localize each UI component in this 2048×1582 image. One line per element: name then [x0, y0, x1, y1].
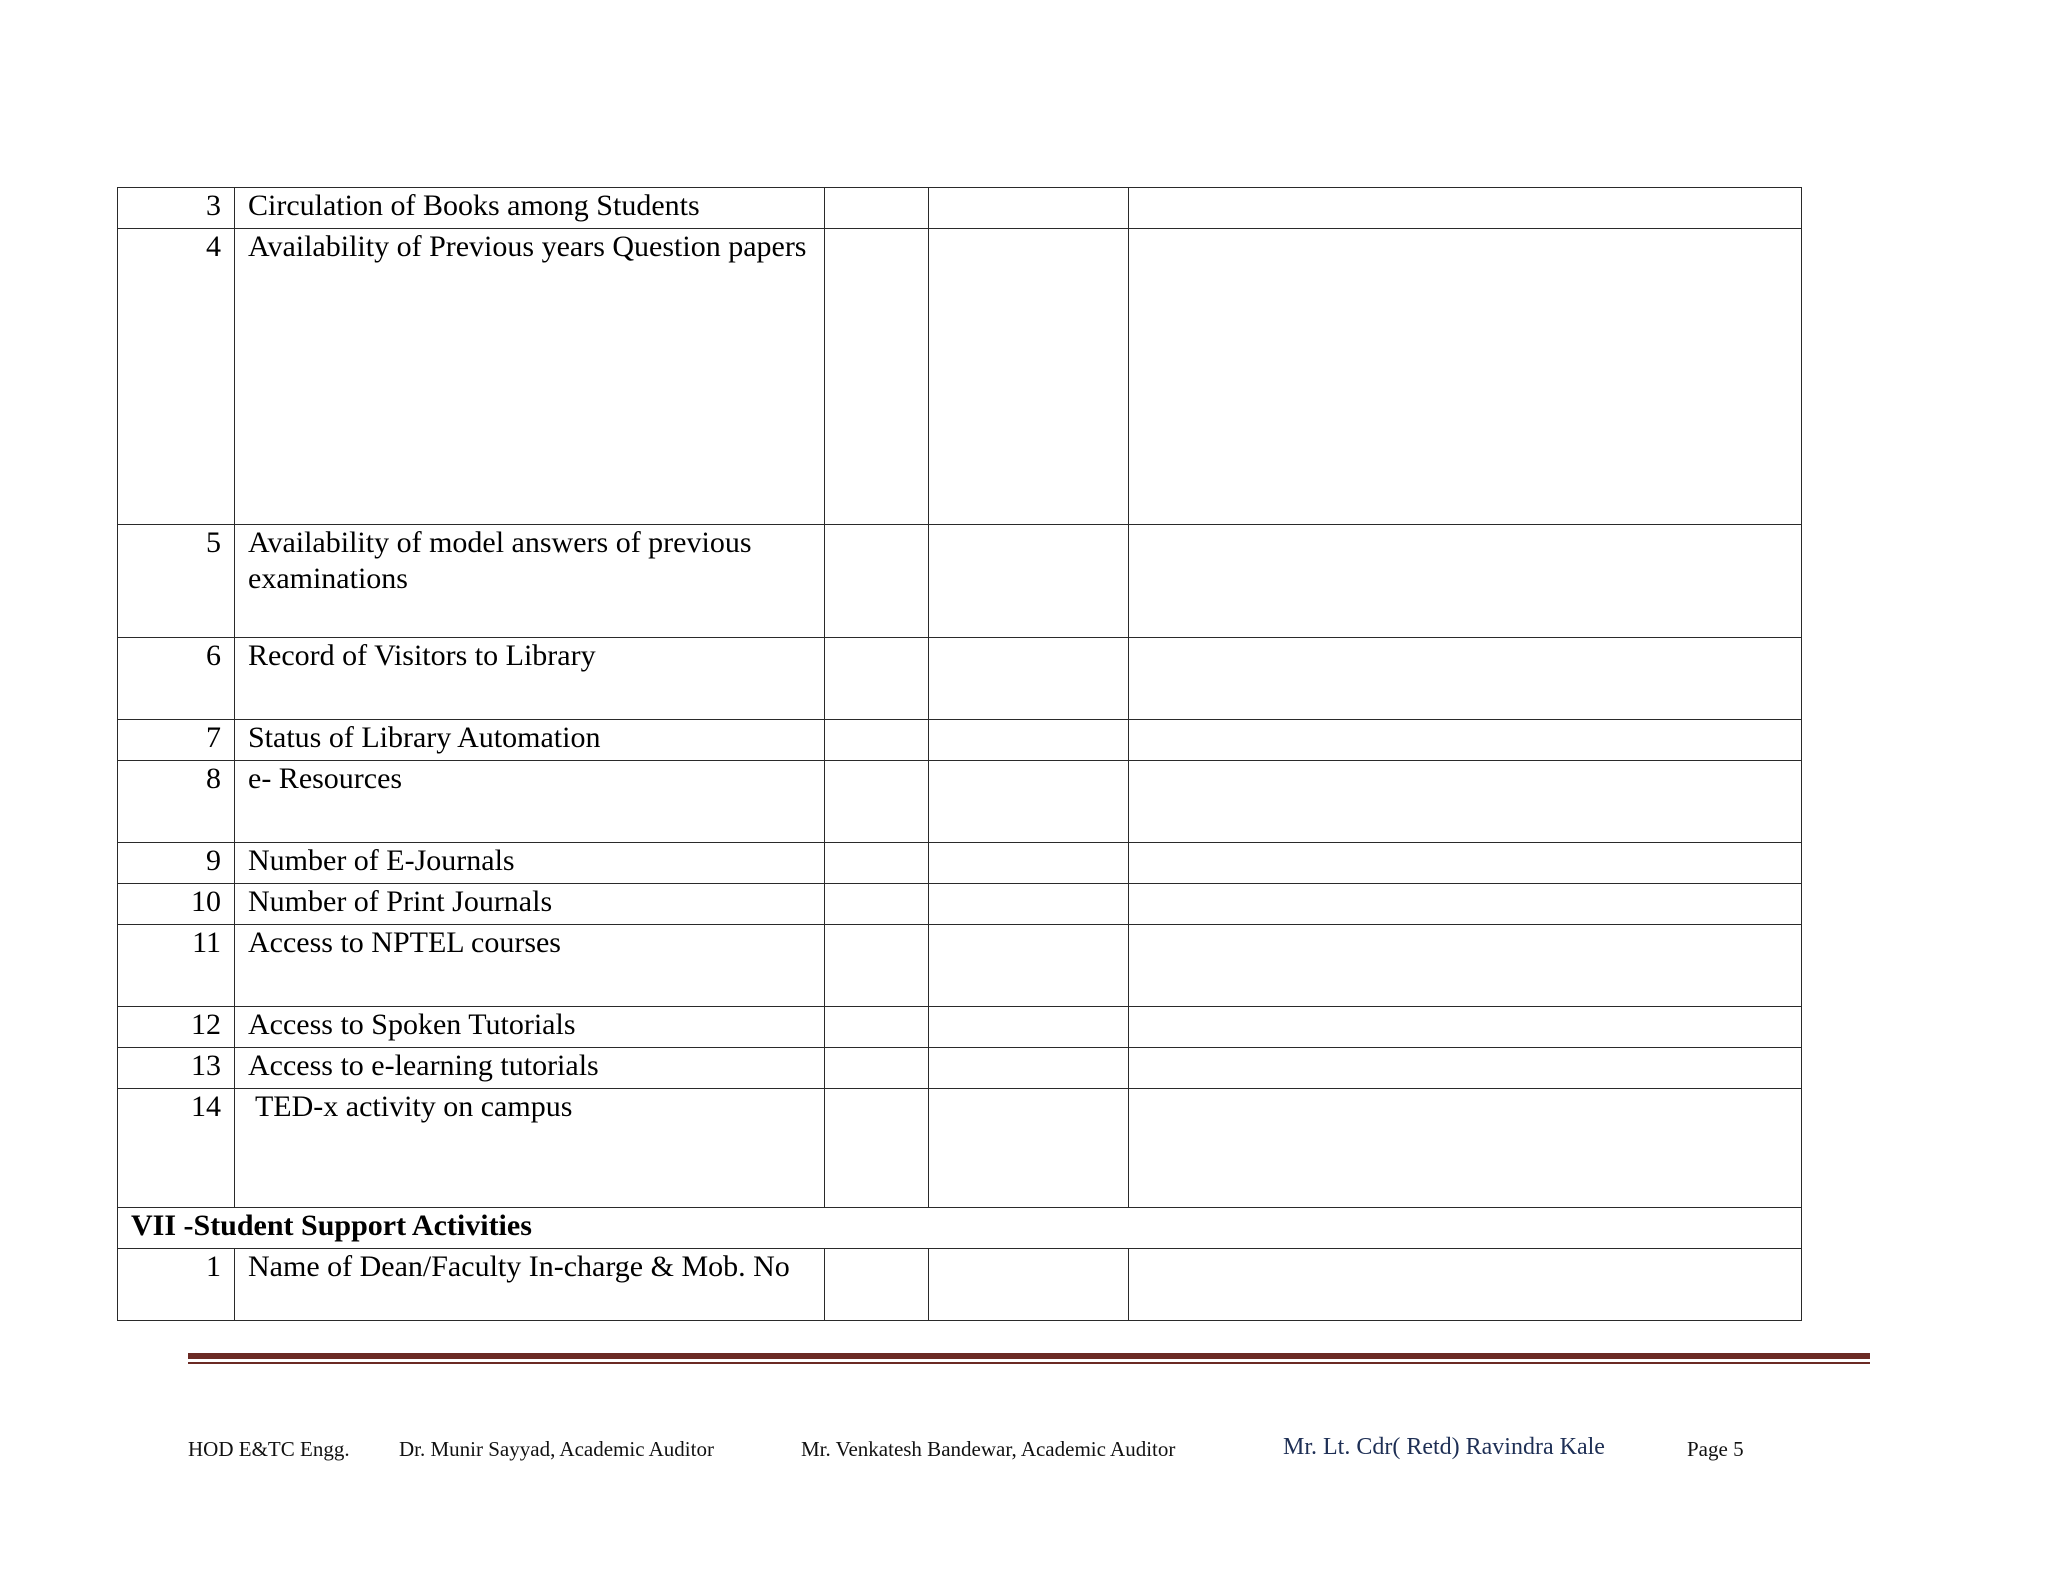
row-cell — [929, 638, 1129, 720]
row-remarks-cell — [1129, 1048, 1802, 1089]
footer-hod: HOD E&TC Engg. — [188, 1437, 350, 1461]
row-number: 10 — [118, 884, 235, 925]
footer-divider-thick — [188, 1353, 1870, 1359]
row-cell — [825, 1048, 929, 1089]
row-remarks-cell — [1129, 761, 1802, 843]
row-item: TED-x activity on campus — [235, 1089, 825, 1208]
row-cell — [825, 925, 929, 1007]
table-row — [118, 1007, 1802, 1048]
section-title: VII -Student Support Activities — [118, 1208, 1802, 1249]
table-row — [118, 884, 1802, 925]
row-remarks-cell — [1129, 925, 1802, 1007]
row-remarks-cell — [1129, 884, 1802, 925]
row-cell — [825, 720, 929, 761]
row-cell — [929, 188, 1129, 229]
table-row — [118, 229, 1802, 525]
footer-divider-thin — [188, 1362, 1870, 1364]
row-number: 8 — [118, 761, 235, 843]
row-cell — [929, 1089, 1129, 1208]
row-number: 4 — [118, 229, 235, 525]
row-number: 7 — [118, 720, 235, 761]
row-cell — [825, 229, 929, 525]
row-number: 12 — [118, 1007, 235, 1048]
table-row — [118, 1048, 1802, 1089]
row-remarks-cell — [1129, 1007, 1802, 1048]
row-cell — [825, 884, 929, 925]
audit-checklist-table — [117, 187, 1802, 1321]
table-row — [118, 1249, 1802, 1321]
row-item: Circulation of Books among Students — [235, 188, 825, 229]
row-cell — [825, 1007, 929, 1048]
row-number: 6 — [118, 638, 235, 720]
row-number: 1 — [118, 1249, 235, 1321]
table-row — [118, 761, 1802, 843]
row-remarks-cell — [1129, 843, 1802, 884]
row-cell — [929, 1249, 1129, 1321]
row-cell — [825, 761, 929, 843]
row-number: 3 — [118, 188, 235, 229]
row-remarks-cell — [1129, 1089, 1802, 1208]
row-number: 14 — [118, 1089, 235, 1208]
table-row — [118, 925, 1802, 1007]
row-item: Number of Print Journals — [235, 884, 825, 925]
page-footer — [0, 1434, 2048, 1470]
row-cell — [929, 229, 1129, 525]
row-remarks-cell — [1129, 638, 1802, 720]
row-remarks-cell — [1129, 720, 1802, 761]
row-item: Access to NPTEL courses — [235, 925, 825, 1007]
row-cell — [825, 1249, 929, 1321]
row-item: Number of E-Journals — [235, 843, 825, 884]
section-header-row — [118, 1208, 1802, 1249]
row-item: Access to e-learning tutorials — [235, 1048, 825, 1089]
row-cell — [825, 638, 929, 720]
row-cell — [929, 925, 1129, 1007]
table-row — [118, 1089, 1802, 1208]
row-cell — [825, 525, 929, 638]
row-number: 5 — [118, 525, 235, 638]
row-cell — [929, 761, 1129, 843]
row-number: 13 — [118, 1048, 235, 1089]
row-item: Availability of model answers of previous examinations — [235, 525, 825, 638]
row-remarks-cell — [1129, 525, 1802, 638]
table-row — [118, 638, 1802, 720]
table-row — [118, 525, 1802, 638]
row-remarks-cell — [1129, 229, 1802, 525]
table-row — [118, 720, 1802, 761]
row-item: Name of Dean/Faculty In-charge & Mob. No — [235, 1249, 825, 1321]
table-row — [118, 843, 1802, 884]
row-cell — [929, 1007, 1129, 1048]
row-cell — [929, 1048, 1129, 1089]
footer-page-number: Page 5 — [1687, 1437, 1744, 1461]
row-cell — [929, 525, 1129, 638]
row-cell — [929, 884, 1129, 925]
row-remarks-cell — [1129, 1249, 1802, 1321]
row-cell — [825, 843, 929, 884]
row-cell — [825, 188, 929, 229]
row-cell — [929, 720, 1129, 761]
row-item: Record of Visitors to Library — [235, 638, 825, 720]
footer-auditor-3: Mr. Lt. Cdr( Retd) Ravindra Kale — [1283, 1434, 1605, 1460]
row-item: e- Resources — [235, 761, 825, 843]
row-remarks-cell — [1129, 188, 1802, 229]
row-number: 9 — [118, 843, 235, 884]
row-cell — [929, 843, 1129, 884]
row-item: Access to Spoken Tutorials — [235, 1007, 825, 1048]
row-item: Availability of Previous years Question papers — [235, 229, 825, 525]
table-row — [118, 188, 1802, 229]
row-item: Status of Library Automation — [235, 720, 825, 761]
row-cell — [825, 1089, 929, 1208]
footer-auditor-1: Dr. Munir Sayyad, Academic Auditor — [399, 1437, 714, 1461]
footer-auditor-2: Mr. Venkatesh Bandewar, Academic Auditor — [801, 1437, 1176, 1461]
row-number: 11 — [118, 925, 235, 1007]
